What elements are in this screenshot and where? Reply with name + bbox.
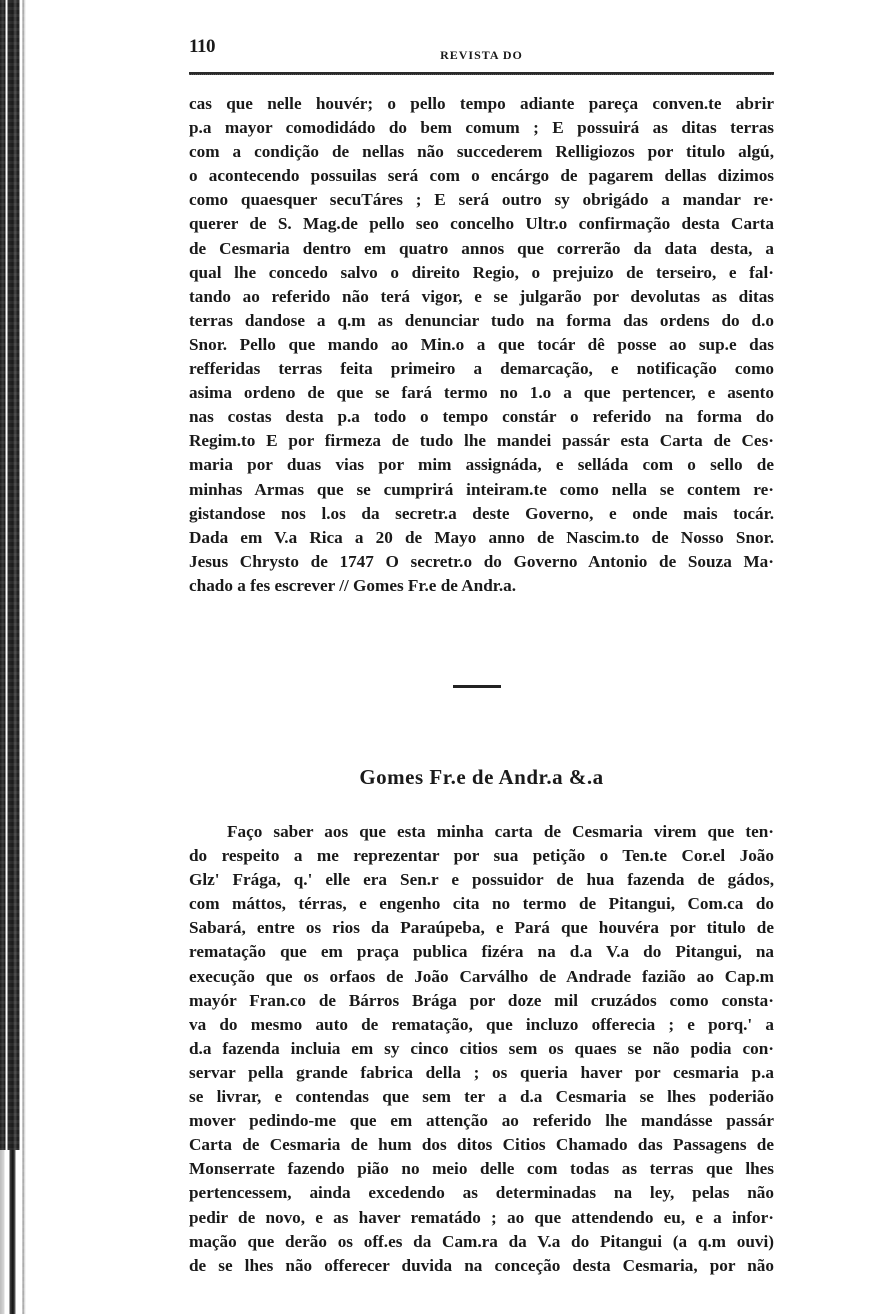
text-line: Snor. Pello que mando ao Min.o a que tocár dê posse ao sup.e das	[189, 334, 774, 354]
text-line: servar pella grande fabrica della ; os queria haver por cesmaria p.a	[189, 1062, 774, 1082]
section-heading: Gomes Fr.e de Andr.a &.a	[359, 765, 604, 789]
text-line: o acontecendo possuilas será com o encárgo de pagarem dellas dizimos	[189, 166, 774, 186]
header-rule	[189, 72, 774, 75]
text-line: gistandose nos l.os da secretr.a deste Governo, e onde mais tocár.	[189, 503, 774, 523]
text-line: d.a fazenda incluia em sy cinco citios sem os quaes se não podia con·	[189, 1038, 774, 1058]
text-line: Jesus Chrysto de 1747 O secretr.o do Governo Antonio de Souza Ma·	[189, 551, 774, 571]
text-line: Glz' Frága, q.' elle era Sen.r e possuidor de hua fazenda de gádos,	[189, 870, 774, 890]
text-line: rematação que em praça publica fizéra na d.a V.a do Pitangui, na	[189, 942, 774, 962]
book-binding-edge	[0, 0, 26, 1314]
paragraph-1	[189, 92, 774, 598]
text-line: maria por duas vias por mim assignáda, e selláda com o sello de	[189, 455, 774, 475]
text-line: tando ao referido não terá vigor, e se julgarão por devolutas as ditas	[189, 286, 774, 306]
text-line: minhas Armas que se cumprirá inteiram.te como nella se contem re·	[189, 479, 774, 499]
text-line: pertencessem, ainda excedendo as determinadas na ley, pelas não	[189, 1183, 774, 1203]
paragraph-2	[189, 820, 774, 1278]
text-line: va do mesmo auto de rematação, que incluzo offerecia ; e porq.' a	[189, 1014, 774, 1034]
text-line: mover pedindo-me que em attenção ao referido lhe mandásse passár	[189, 1111, 774, 1131]
text-line: nas costas desta p.a todo o tempo constár o referido na forma do	[189, 407, 774, 427]
text-line: como quaesquer secuTáres ; E será outro sy obrigádo a mandar re·	[189, 190, 774, 210]
document-page	[189, 34, 774, 1275]
text-line: com a condição de nellas não succederem Relligiozos por titulo algú,	[189, 142, 774, 162]
text-line: Sabará, entre os rios da Paraúpeba, e Pará que houvéra por titulo de	[189, 918, 774, 938]
text-line: Carta de Cesmaria de hum dos ditos Citios Chamado das Passagens de	[189, 1135, 774, 1155]
book-binding-edge-lower	[0, 1150, 20, 1314]
text-line: cas que nelle houvér; o pello tempo adiante pareça conven.te abrir	[189, 94, 774, 113]
text-line: Faço saber aos que esta minha carta de Cesmaria virem que ten·	[227, 822, 774, 841]
text-line: asima ordeno de que se fará termo no 1.o a que pertencer, e asento	[189, 383, 774, 403]
text-line: querer de S. Mag.de pello seo concelho Ultr.o confirmação desta Carta	[189, 214, 774, 234]
text-line: Monserrate fazendo pião no meio delle com todas as terras que lhes	[189, 1159, 774, 1179]
running-title: REVISTA DO	[440, 48, 523, 62]
text-line: mação que derão os off.es da Cam.ra da V.a do Pitangui (a q.m ouvi)	[189, 1231, 774, 1251]
text-line: de se lhes não offerecer duvida na conceção desta Cesmaria, por não	[189, 1255, 774, 1275]
text-line: qual lhe concedo salvo o direito Regio, o prejuizo de terseiro, e fal·	[189, 262, 774, 282]
text-line: com máttos, térras, e engenho cita no termo de Pitangui, Com.ca do	[189, 894, 774, 914]
text-line: se livrar, e contendas que sem ter a d.a Cesmaria se lhes poderião	[189, 1087, 774, 1107]
text-line: p.a mayor comodidádo do bem comum ; E possuirá as ditas terras	[189, 118, 774, 138]
text-line: terras dandose a q.m as denunciar tudo na forma das ordens do d.o	[189, 310, 774, 330]
text-line: mayór Fran.co de Bárros Brága por doze mil cruzádos como consta·	[189, 990, 774, 1010]
text-line: pedir de novo, e as haver rematádo ; ao que attendendo eu, e a infor·	[189, 1207, 774, 1227]
text-line: execução que os orfaos de João Carválho de Andrade fazião ao Cap.m	[189, 966, 774, 986]
text-line: refferidas terras feita primeiro a demarcação, e notificação como	[189, 359, 774, 379]
text-line: de Cesmaria dentro em quatro annos que correrão da data desta, a	[189, 238, 774, 258]
section-separator-rule	[453, 685, 501, 688]
page-number: 110	[189, 36, 215, 57]
text-line: do respeito a me reprezentar por sua petição o Ten.te Cor.el João	[189, 846, 774, 866]
text-line: Dada em V.a Rica a 20 de Mayo anno de Nascim.to de Nosso Snor.	[189, 527, 774, 547]
page-header	[189, 34, 774, 68]
text-line: Regim.to E por firmeza de tudo lhe mandei passár esta Carta de Ces·	[189, 431, 774, 451]
text-line: chado a fes escrever // Gomes Fr.e de Andr.a.	[189, 575, 517, 595]
